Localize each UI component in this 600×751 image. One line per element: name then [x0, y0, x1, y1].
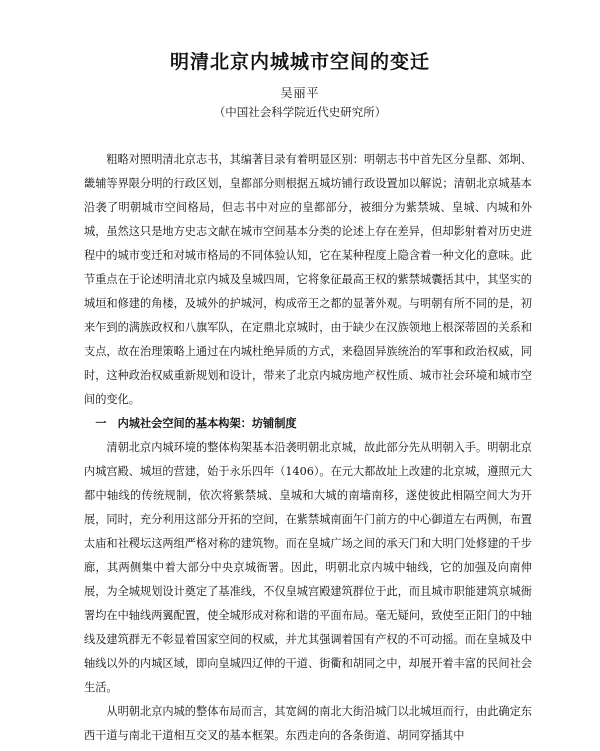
section-heading: 一 内城社会空间的基本构架：坊铺制度	[95, 417, 297, 430]
article-title: 明清北京内城城市空间的变迁	[169, 51, 430, 73]
article-body	[84, 148, 532, 748]
paragraph: 清朝北京内城环境的整体构架基本沿袭明朝北京城，故此部分先从明朝入手。明朝北京内城宫殿、城垣的营建，始于永乐四年（1406）。在元大都故址上改建的北京城，遵照元大都中轴线的传统规制，依次将紫禁城、皇城和大城的南墙南移，遂使彼此相隔空间大为开展，同时，充分利用这部分开拓的空间，在紫禁城南面午门前方的中心御道左右两侧，布置太庙和社稷坛这两组严格对称的建筑物。而在皇城广场之间的承天门和大明门处修建的千步廊，其两侧集中着大部分中央京城衙署。因此，明朝北京内城中轴线，它的加强及向南伸展，为全城规划设计奠定了基准线，不仅皇城宫殿建筑群位于此，而且城市职能建筑京城衙署均在中轴线两翼配置，使全城形成对称和谐的平面布局。毫无疑问，致使至正阳门的中轴线及建筑群无不彰显着国家空间的权威，并尤其强调着国有产权的不可动摇。而在皇城及中轴线以外的内城区域，即向皇城四辽伸的干道、街衢和胡同之中，却展开着丰富的民间社会生活。	[84, 441, 532, 694]
author-name: 吴丽平	[280, 86, 320, 100]
author-affiliation: （中国社会科学院近代史研究所）	[213, 105, 387, 119]
paragraph: 从明朝北京内城的整体布局而言，其宽阔的南北大街沿城门以北城垣而行，由此确定东西干道与南北干道相互交叉的基本框架。东西走向的各条街道、胡同穿插其中	[84, 705, 532, 742]
paragraph: 粗略对照明清北京志书，其编著目录有着明显区别：明朝志书中首先区分皇都、郊坰、畿辅等界限分明的行政区划，皇都部分则根据五城坊铺行政设置加以解说；清朝北京城基本沿袭了明朝城市空间格局，但志书中对应的皇都部分，被细分为紫禁城、皇城、内城和外城，虽然这只是地方史志文献在城市空间基本分类的论述上存在差异，但却影射着对历史进程中的城市变迁和对城市格局的不同体验认知，它在某种程度上隐含着一种文化的意味。此节重点在于论述明清北京内城及皇城四周，它将象征最高王权的紫禁城囊括其中，其坚实的城垣和修建的角楼，及城外的护城河，构成帝王之都的显著外观。与明朝有所不同的是，初来乍到的满族政权和八旗军队，在定鼎北京城时，由于缺少在汉族领地上根深蒂固的关系和支点，故在治理策略上通过在内城杜绝异质的方式，来稳固异族统治的军事和政治权威，同时，这种政治权威重新规划和设计，带来了北京内城房地产权性质、城市社会环境和城市空间的变化。	[84, 153, 532, 406]
